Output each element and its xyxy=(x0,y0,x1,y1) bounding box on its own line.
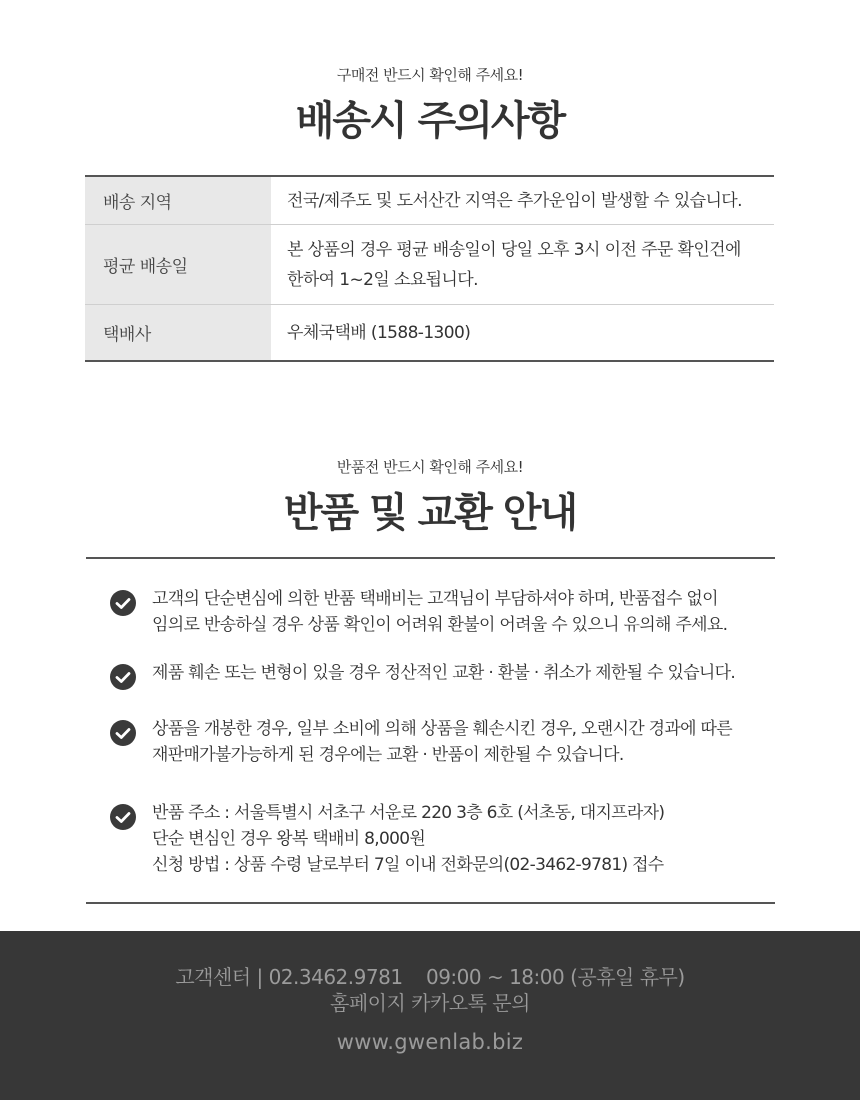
check-circle-icon xyxy=(110,664,136,690)
row-value-line: 본 상품의 경우 평균 배송일이 당일 오후 3시 이전 주문 확인건에 xyxy=(287,239,741,260)
check-circle-icon xyxy=(110,804,136,830)
item-line: 임의로 반송하실 경우 상품 확인이 어려워 환불이 어려울 수 있으니 유의해 주세요. xyxy=(152,615,728,635)
shipping-info-table xyxy=(85,175,774,362)
item-line: 재판매가불가능하게 된 경우에는 교환 · 반품이 제한될 수 있습니다. xyxy=(152,745,624,765)
row-value-line: 한하여 1~2일 소요됩니다. xyxy=(287,269,478,290)
list-item xyxy=(110,660,770,704)
shipping-kicker: 구매전 반드시 확인해 주세요! xyxy=(336,66,524,84)
footer xyxy=(0,931,860,1100)
returns-list xyxy=(110,586,770,880)
row-label: 택배사 xyxy=(85,305,271,360)
returns-title: 반품 및 교환 안내 xyxy=(283,490,577,536)
returns-kicker: 반품전 반드시 확인해 주세요! xyxy=(336,458,524,476)
row-value-line: 우체국택배 (1588-1300) xyxy=(287,322,471,343)
customer-center-info: 고객센터 | 02.3462.9781 09:00 ~ 18:00 (공휴일 휴무) xyxy=(175,965,685,989)
shipping-header xyxy=(0,64,860,146)
divider xyxy=(86,902,775,904)
item-line: 단순 변심인 경우 왕복 택배비 8,000원 xyxy=(152,829,426,849)
row-value xyxy=(271,177,774,224)
row-value xyxy=(271,225,774,304)
item-line: 제품 훼손 또는 변형이 있을 경우 정산적인 교환 · 환불 · 취소가 제한될 수 있습니다. xyxy=(152,663,736,683)
table-row xyxy=(85,305,774,360)
divider xyxy=(86,557,775,559)
kakao-inquiry-text[interactable]: 홈페이지 카카오톡 문의 xyxy=(330,991,530,1015)
list-item xyxy=(110,716,770,778)
row-value-line: 전국/제주도 및 도서산간 지역은 추가운임이 발생할 수 있습니다. xyxy=(287,190,742,211)
shipping-title: 배송시 주의사항 xyxy=(295,98,565,144)
item-line: 상품을 개봉한 경우, 일부 소비에 의해 상품을 훼손시킨 경우, 오랜시간 경과에 따른 xyxy=(152,719,732,739)
check-circle-icon xyxy=(110,590,136,616)
item-line: 신청 방법 : 상품 수령 날로부터 7일 이내 전화문의(02-3462-9781) 접수 xyxy=(152,855,664,875)
table-row xyxy=(85,225,774,305)
check-circle-icon xyxy=(110,720,136,746)
returns-header xyxy=(0,456,860,538)
row-value xyxy=(271,305,774,360)
list-item xyxy=(110,586,770,648)
website-link[interactable]: www.gwenlab.biz xyxy=(336,1030,524,1054)
row-label: 평균 배송일 xyxy=(85,225,271,304)
item-line: 고객의 단순변심에 의한 반품 택배비는 고객님이 부담하셔야 하며, 반품접수 없이 xyxy=(152,589,718,609)
item-line: 반품 주소 : 서울특별시 서초구 서운로 220 3층 6호 (서초동, 대지프라자) xyxy=(152,803,665,823)
table-row xyxy=(85,177,774,225)
list-item xyxy=(110,800,770,880)
row-label: 배송 지역 xyxy=(85,177,271,224)
